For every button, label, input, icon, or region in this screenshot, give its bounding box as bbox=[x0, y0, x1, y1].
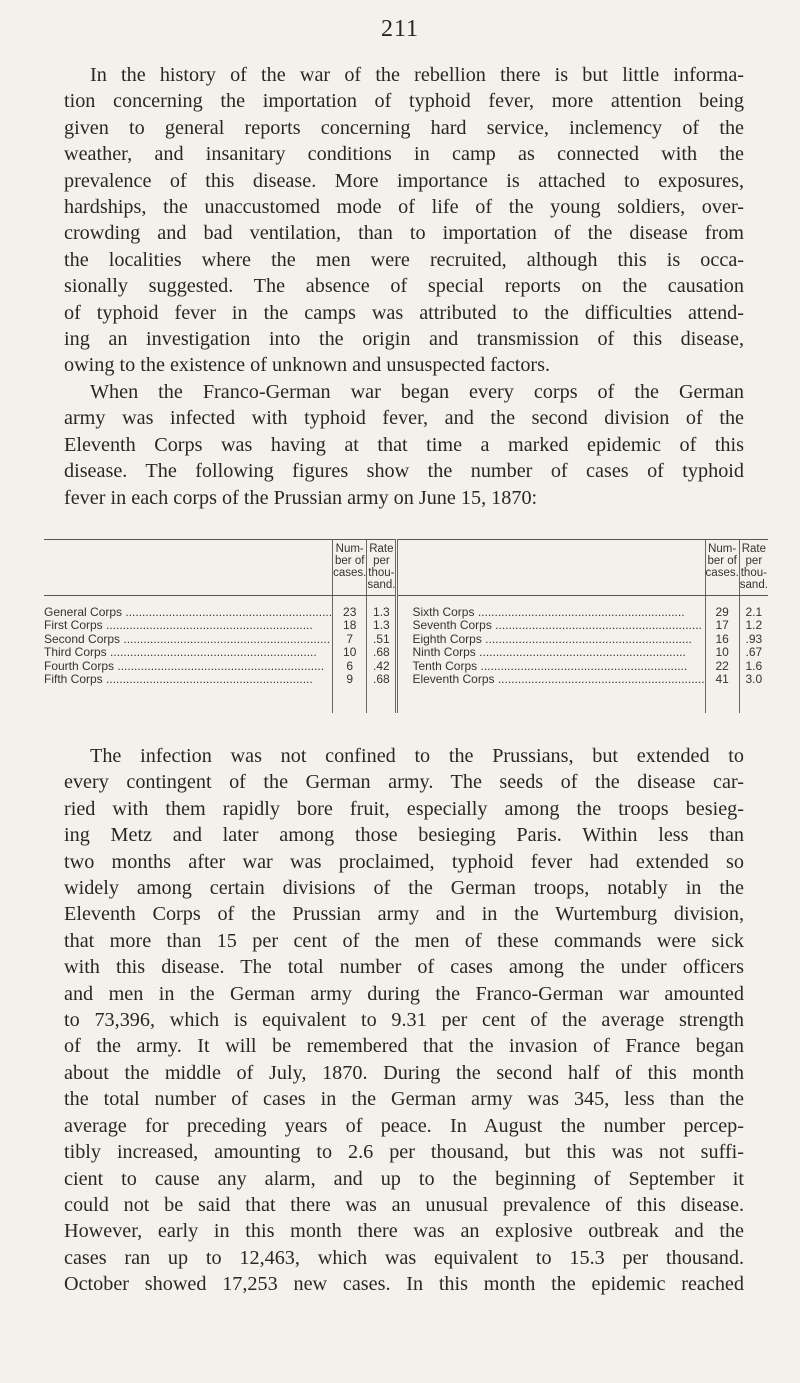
text-line: about the middle of July, 1870. During the second half of this month bbox=[64, 1061, 744, 1084]
cases-value: 7 bbox=[346, 631, 354, 646]
text-line: of typhoid fever in the camps was attributed to the difficulties attend- bbox=[64, 301, 744, 324]
paragraph-history bbox=[64, 62, 744, 379]
text-line: could not be said that there was an unusual prevalence of this disease. bbox=[64, 1193, 744, 1216]
header-rate-right: Rate per thou- sand. bbox=[739, 540, 768, 596]
text-line: given to general reports concerning hard service, inclemency of the bbox=[64, 116, 744, 139]
corps-name: General Corps ..... bbox=[44, 606, 332, 619]
corps-name: Third Corps ..... bbox=[44, 646, 332, 659]
corps-name: Second Corps ..... bbox=[44, 633, 332, 646]
text-line: cient to cause any alarm, and up to the beginning of September it bbox=[64, 1167, 744, 1190]
rate-value: .93 bbox=[745, 631, 763, 646]
page-number: 211 bbox=[380, 16, 420, 42]
text-line: weather, and insanitary conditions in camp as connected with the bbox=[64, 143, 744, 166]
header-rate-left: Rate per thou- sand. bbox=[367, 540, 397, 596]
rate-value: .68 bbox=[373, 672, 390, 687]
rate-value: 2.1 bbox=[745, 605, 763, 619]
cases-value: 10 bbox=[715, 645, 729, 660]
rate-value: 1.3 bbox=[373, 605, 390, 619]
header-number-left: Num- ber of cases. bbox=[333, 540, 367, 596]
text-line: disease. The following figures show the number of cases of typhoid bbox=[64, 460, 744, 483]
text-line: the total number of cases in the German army was 345, less than the bbox=[64, 1088, 744, 1111]
corps-name: Tenth Corps ..... bbox=[412, 660, 704, 673]
cases-left bbox=[333, 596, 367, 714]
paragraph-infection bbox=[64, 743, 744, 1298]
text-line: the localities where the men were recruited, although this is occa- bbox=[64, 248, 744, 271]
text-line: army was infected with typhoid fever, and the second division of the bbox=[64, 407, 744, 430]
text-line: fever in each corps of the Prussian army on June 15, 1870: bbox=[64, 486, 538, 509]
cases-value: 10 bbox=[343, 645, 357, 660]
rate-value: 1.2 bbox=[745, 618, 763, 633]
text-line: In the history of the war of the rebellion there is but little informa- bbox=[90, 64, 744, 86]
paragraph-franco-german bbox=[64, 379, 744, 511]
cases-value: 9 bbox=[346, 672, 354, 687]
cases-value: 16 bbox=[715, 631, 729, 646]
text-line: and men in the German army during the Franco-German war amounted bbox=[64, 982, 744, 1005]
text-line: of the army. It will be remembered that the invasion of France began bbox=[64, 1035, 744, 1058]
text-line: every contingent of the German army. The seeds of the disease car- bbox=[64, 771, 744, 794]
corps-names-right bbox=[397, 596, 705, 714]
text-line: When the Franco-German war began every corps of the German bbox=[90, 381, 744, 403]
text-line: ing an investigation into the origin and transmission of this disease, bbox=[64, 328, 744, 351]
text-line: However, early in this month there was an explosive outbreak and the bbox=[64, 1220, 744, 1243]
cases-value: 29 bbox=[715, 605, 729, 619]
rate-right bbox=[739, 596, 768, 714]
text-line: owing to the existence of unknown and unsuspected factors. bbox=[64, 354, 551, 377]
cases-right bbox=[705, 596, 739, 714]
rate-value: .51 bbox=[373, 631, 390, 646]
corps-name: Eighth Corps ..... bbox=[412, 633, 704, 646]
text-line: prevalence of this disease. More importance is attached to exposures, bbox=[64, 169, 744, 192]
corps-name: Seventh Corps ..... bbox=[412, 619, 704, 632]
text-line: widely among certain divisions of the German troops, notably in the bbox=[64, 877, 744, 900]
text-line: sionally suggested. The absence of special reports on the causation bbox=[64, 275, 744, 298]
corps-names-left bbox=[44, 596, 333, 714]
cases-value: 41 bbox=[715, 672, 729, 687]
corps-name: Sixth Corps ..... bbox=[412, 606, 704, 619]
text-line: ried with them rapidly bore fruit, especially among the troops besieg- bbox=[64, 797, 744, 820]
text-line: cases ran up to 12,463, which was equivalent to 15.3 per thousand. bbox=[64, 1246, 744, 1269]
rate-value: .68 bbox=[373, 645, 390, 660]
typhoid-cases-table bbox=[44, 539, 768, 713]
text-line: average for preceding years of peace. In August the number percep- bbox=[64, 1114, 744, 1137]
text-line: Eleventh Corps was having at that time a marked epidemic of this bbox=[64, 433, 744, 456]
cases-value: 23 bbox=[343, 605, 357, 619]
rate-value: 1.3 bbox=[373, 618, 390, 633]
text-line: tibly increased, amounting to 2.6 per thousand, but this was not suffi- bbox=[64, 1141, 744, 1164]
text-line: hardships, the unaccustomed mode of life of the young soldiers, over- bbox=[64, 196, 744, 219]
text-line: ing Metz and later among those besieging Paris. Within less than bbox=[64, 824, 744, 847]
header-number-right: Num- ber of cases. bbox=[705, 540, 739, 596]
text-line: October showed 17,253 new cases. In this month the epidemic reached bbox=[64, 1273, 744, 1296]
cases-value: 17 bbox=[715, 618, 729, 633]
corps-name: Eleventh Corps ..... bbox=[412, 673, 704, 686]
rate-left bbox=[367, 596, 397, 714]
header-corps-left bbox=[44, 540, 333, 596]
corps-name: First Corps ..... bbox=[44, 619, 332, 632]
text-line: The infection was not confined to the Prussians, but extended to bbox=[90, 745, 744, 767]
corps-name: Fifth Corps ..... bbox=[44, 673, 332, 686]
text-line: two months after war was proclaimed, typhoid fever had extended so bbox=[64, 850, 744, 873]
rate-value: .42 bbox=[373, 658, 390, 673]
text-line: that more than 15 per cent of the men of these commands were sick bbox=[64, 929, 744, 952]
rate-value: 3.0 bbox=[745, 672, 763, 687]
text-line: with this disease. The total number of cases among the under officers bbox=[64, 956, 744, 979]
cases-value: 22 bbox=[715, 658, 729, 673]
corps-name: Ninth Corps ..... bbox=[412, 646, 704, 659]
rate-value: .67 bbox=[745, 645, 763, 660]
text-line: crowding and bad ventilation, than to importation of the disease from bbox=[64, 222, 744, 245]
cases-value: 18 bbox=[343, 618, 357, 633]
text-line: to 73,396, which is equivalent to 9.31 per cent of the average strength bbox=[64, 1009, 744, 1032]
text-line: tion concerning the importation of typhoid fever, more attention being bbox=[64, 90, 744, 113]
header-corps-right bbox=[397, 540, 705, 596]
text-line: Eleventh Corps of the Prussian army and in the Wurtemburg division, bbox=[64, 903, 744, 926]
corps-name: Fourth Corps ..... bbox=[44, 660, 332, 673]
rate-value: 1.6 bbox=[745, 658, 763, 673]
cases-value: 6 bbox=[346, 658, 354, 673]
